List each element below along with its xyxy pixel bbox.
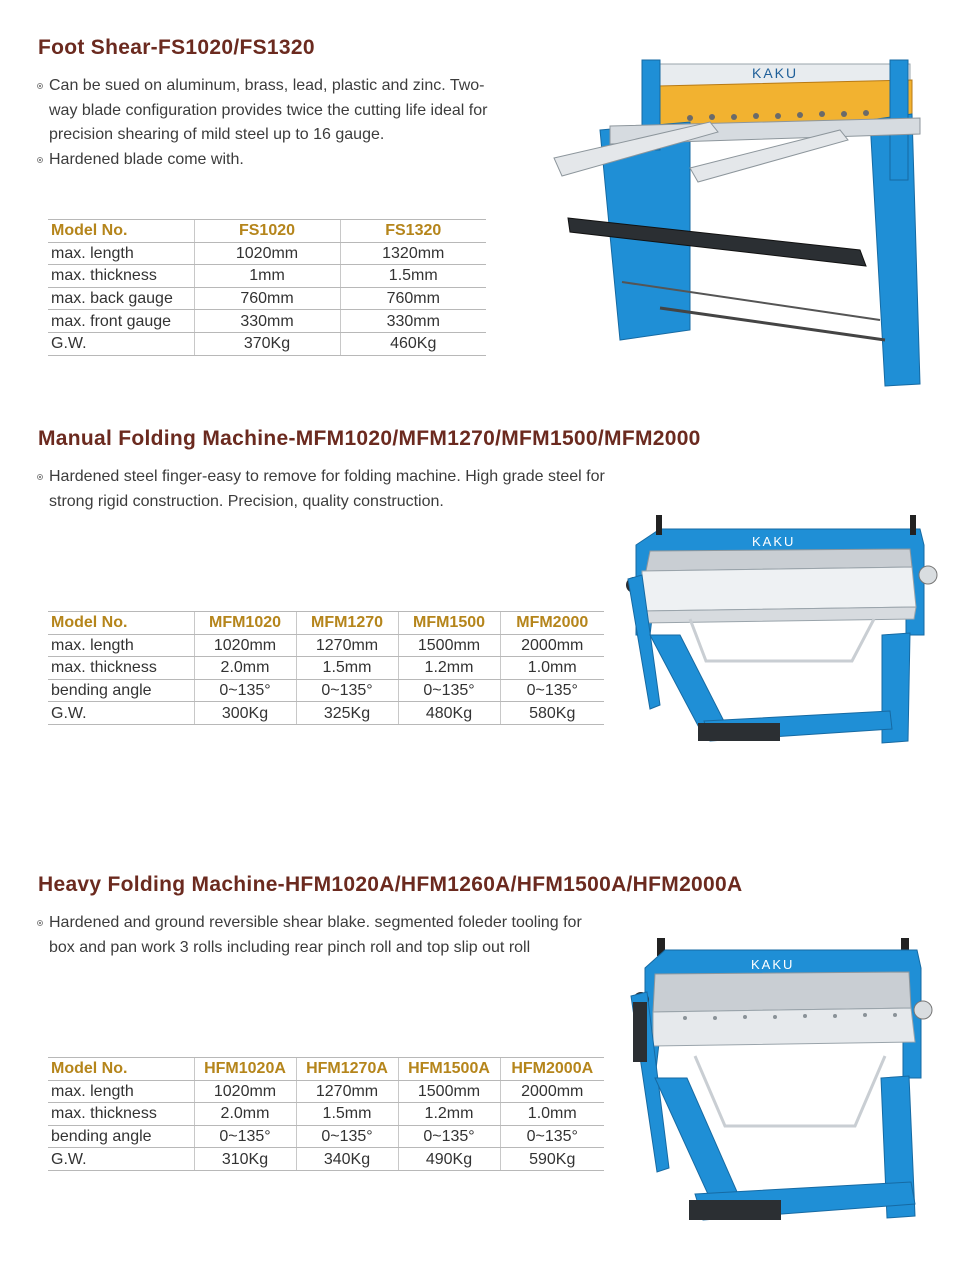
- table-row: [48, 1148, 604, 1171]
- table-header: MFM2000: [500, 612, 604, 635]
- table-cell: 310Kg: [194, 1148, 296, 1171]
- table-cell: bending angle: [48, 1125, 194, 1148]
- table-cell: 2.0mm: [194, 657, 296, 680]
- table-header: Model No.: [48, 220, 194, 243]
- table-header: MFM1270: [296, 612, 398, 635]
- table-cell: max. thickness: [48, 657, 194, 680]
- table-cell: 1.5mm: [296, 657, 398, 680]
- feature-item: Hardened blade come with.: [36, 148, 491, 173]
- table-cell: max. length: [48, 242, 194, 265]
- table-cell: 1.0mm: [500, 657, 604, 680]
- table-header: MFM1500: [398, 612, 500, 635]
- spec-table: [48, 611, 604, 725]
- table-cell: 1.2mm: [398, 657, 500, 680]
- table-cell: 1.5mm: [340, 265, 486, 288]
- table-cell: 0~135°: [194, 1125, 296, 1148]
- table-header: HFM1270A: [296, 1058, 398, 1081]
- table-cell: 760mm: [194, 287, 340, 310]
- table-cell: 1mm: [194, 265, 340, 288]
- table-cell: 1500mm: [398, 634, 500, 657]
- table-cell: 1.5mm: [296, 1103, 398, 1126]
- table-cell: 300Kg: [194, 702, 296, 725]
- table-row: [48, 679, 604, 702]
- table-cell: 330mm: [340, 310, 486, 333]
- table-cell: 2000mm: [500, 634, 604, 657]
- table-row: [48, 634, 604, 657]
- table-cell: max. front gauge: [48, 310, 194, 333]
- table-cell: 490Kg: [398, 1148, 500, 1171]
- brand-label: KAKU: [752, 65, 799, 81]
- table-row: [48, 310, 486, 333]
- table-header-row: [48, 1058, 604, 1081]
- table-cell: 0~135°: [398, 679, 500, 702]
- table-header: MFM1020: [194, 612, 296, 635]
- table-cell: 340Kg: [296, 1148, 398, 1171]
- table-cell: G.W.: [48, 1148, 194, 1171]
- table-cell: max. thickness: [48, 265, 194, 288]
- table-cell: 0~135°: [500, 1125, 604, 1148]
- table-header: FS1320: [340, 220, 486, 243]
- brand-label: KAKU: [751, 957, 795, 972]
- table-cell: 330mm: [194, 310, 340, 333]
- feature-list: [36, 465, 611, 514]
- table-cell: 1270mm: [296, 634, 398, 657]
- table-header: FS1020: [194, 220, 340, 243]
- table-cell: 0~135°: [194, 679, 296, 702]
- table-header: HFM1500A: [398, 1058, 500, 1081]
- table-cell: max. back gauge: [48, 287, 194, 310]
- table-header: HFM2000A: [500, 1058, 604, 1081]
- feature-item: Can be sued on aluminum, brass, lead, plastic and zinc. Two-way blade configuration provides twice the cutting life ideal for precision shearing of mild steel up to 16 gauge.: [36, 74, 491, 148]
- feature-list: [36, 74, 491, 172]
- table-cell: max. thickness: [48, 1103, 194, 1126]
- table-cell: 0~135°: [398, 1125, 500, 1148]
- table-cell: 1320mm: [340, 242, 486, 265]
- table-cell: 0~135°: [296, 1125, 398, 1148]
- table-cell: G.W.: [48, 702, 194, 725]
- table-header: HFM1020A: [194, 1058, 296, 1081]
- section-title: Heavy Folding Machine-HFM1020A/HFM1260A/HFM1500A/HFM2000A: [38, 873, 743, 896]
- foot-shear-machine-icon: [540, 50, 930, 390]
- table-cell: 1020mm: [194, 242, 340, 265]
- table-header: Model No.: [48, 612, 194, 635]
- table-cell: 0~135°: [296, 679, 398, 702]
- brand-label: KAKU: [752, 534, 796, 549]
- table-row: [48, 332, 486, 355]
- table-cell: 460Kg: [340, 332, 486, 355]
- table-row: [48, 1080, 604, 1103]
- table-cell: 480Kg: [398, 702, 500, 725]
- table-header-row: [48, 220, 486, 243]
- section-title: Foot Shear-FS1020/FS1320: [38, 36, 315, 59]
- spec-table: [48, 1057, 604, 1171]
- table-cell: max. length: [48, 1080, 194, 1103]
- table-header-row: [48, 612, 604, 635]
- feature-list: [36, 911, 611, 960]
- table-row: [48, 287, 486, 310]
- table-cell: 370Kg: [194, 332, 340, 355]
- table-row: [48, 1103, 604, 1126]
- table-cell: 1500mm: [398, 1080, 500, 1103]
- section-heavy-folding: [0, 840, 980, 1283]
- table-row: [48, 242, 486, 265]
- table-cell: 2.0mm: [194, 1103, 296, 1126]
- table-cell: 1.0mm: [500, 1103, 604, 1126]
- table-cell: 1.2mm: [398, 1103, 500, 1126]
- table-cell: 2000mm: [500, 1080, 604, 1103]
- table-cell: 580Kg: [500, 702, 604, 725]
- table-cell: 1020mm: [194, 634, 296, 657]
- table-cell: 760mm: [340, 287, 486, 310]
- table-row: [48, 702, 604, 725]
- table-cell: 1270mm: [296, 1080, 398, 1103]
- feature-item: Hardened steel finger-easy to remove for folding machine. High grade steel for strong rigid construction. Precision, quality construction.: [36, 465, 611, 514]
- table-cell: G.W.: [48, 332, 194, 355]
- feature-item: Hardened and ground reversible shear blake. segmented foleder tooling for box and pan work 3 rolls including rear pinch roll and top slip out roll: [36, 911, 611, 960]
- section-manual-folding: [0, 400, 980, 840]
- table-cell: 590Kg: [500, 1148, 604, 1171]
- table-cell: 0~135°: [500, 679, 604, 702]
- table-row: [48, 657, 604, 680]
- table-cell: max. length: [48, 634, 194, 657]
- table-row: [48, 265, 486, 288]
- section-title: Manual Folding Machine-MFM1020/MFM1270/MFM1500/MFM2000: [38, 427, 701, 450]
- table-cell: 1020mm: [194, 1080, 296, 1103]
- table-cell: bending angle: [48, 679, 194, 702]
- section-foot-shear: [0, 0, 980, 400]
- heavy-folding-machine-icon: [625, 938, 935, 1248]
- table-header: Model No.: [48, 1058, 194, 1081]
- manual-folding-machine-icon: [620, 515, 940, 755]
- spec-table: [48, 219, 486, 356]
- table-row: [48, 1125, 604, 1148]
- table-cell: 325Kg: [296, 702, 398, 725]
